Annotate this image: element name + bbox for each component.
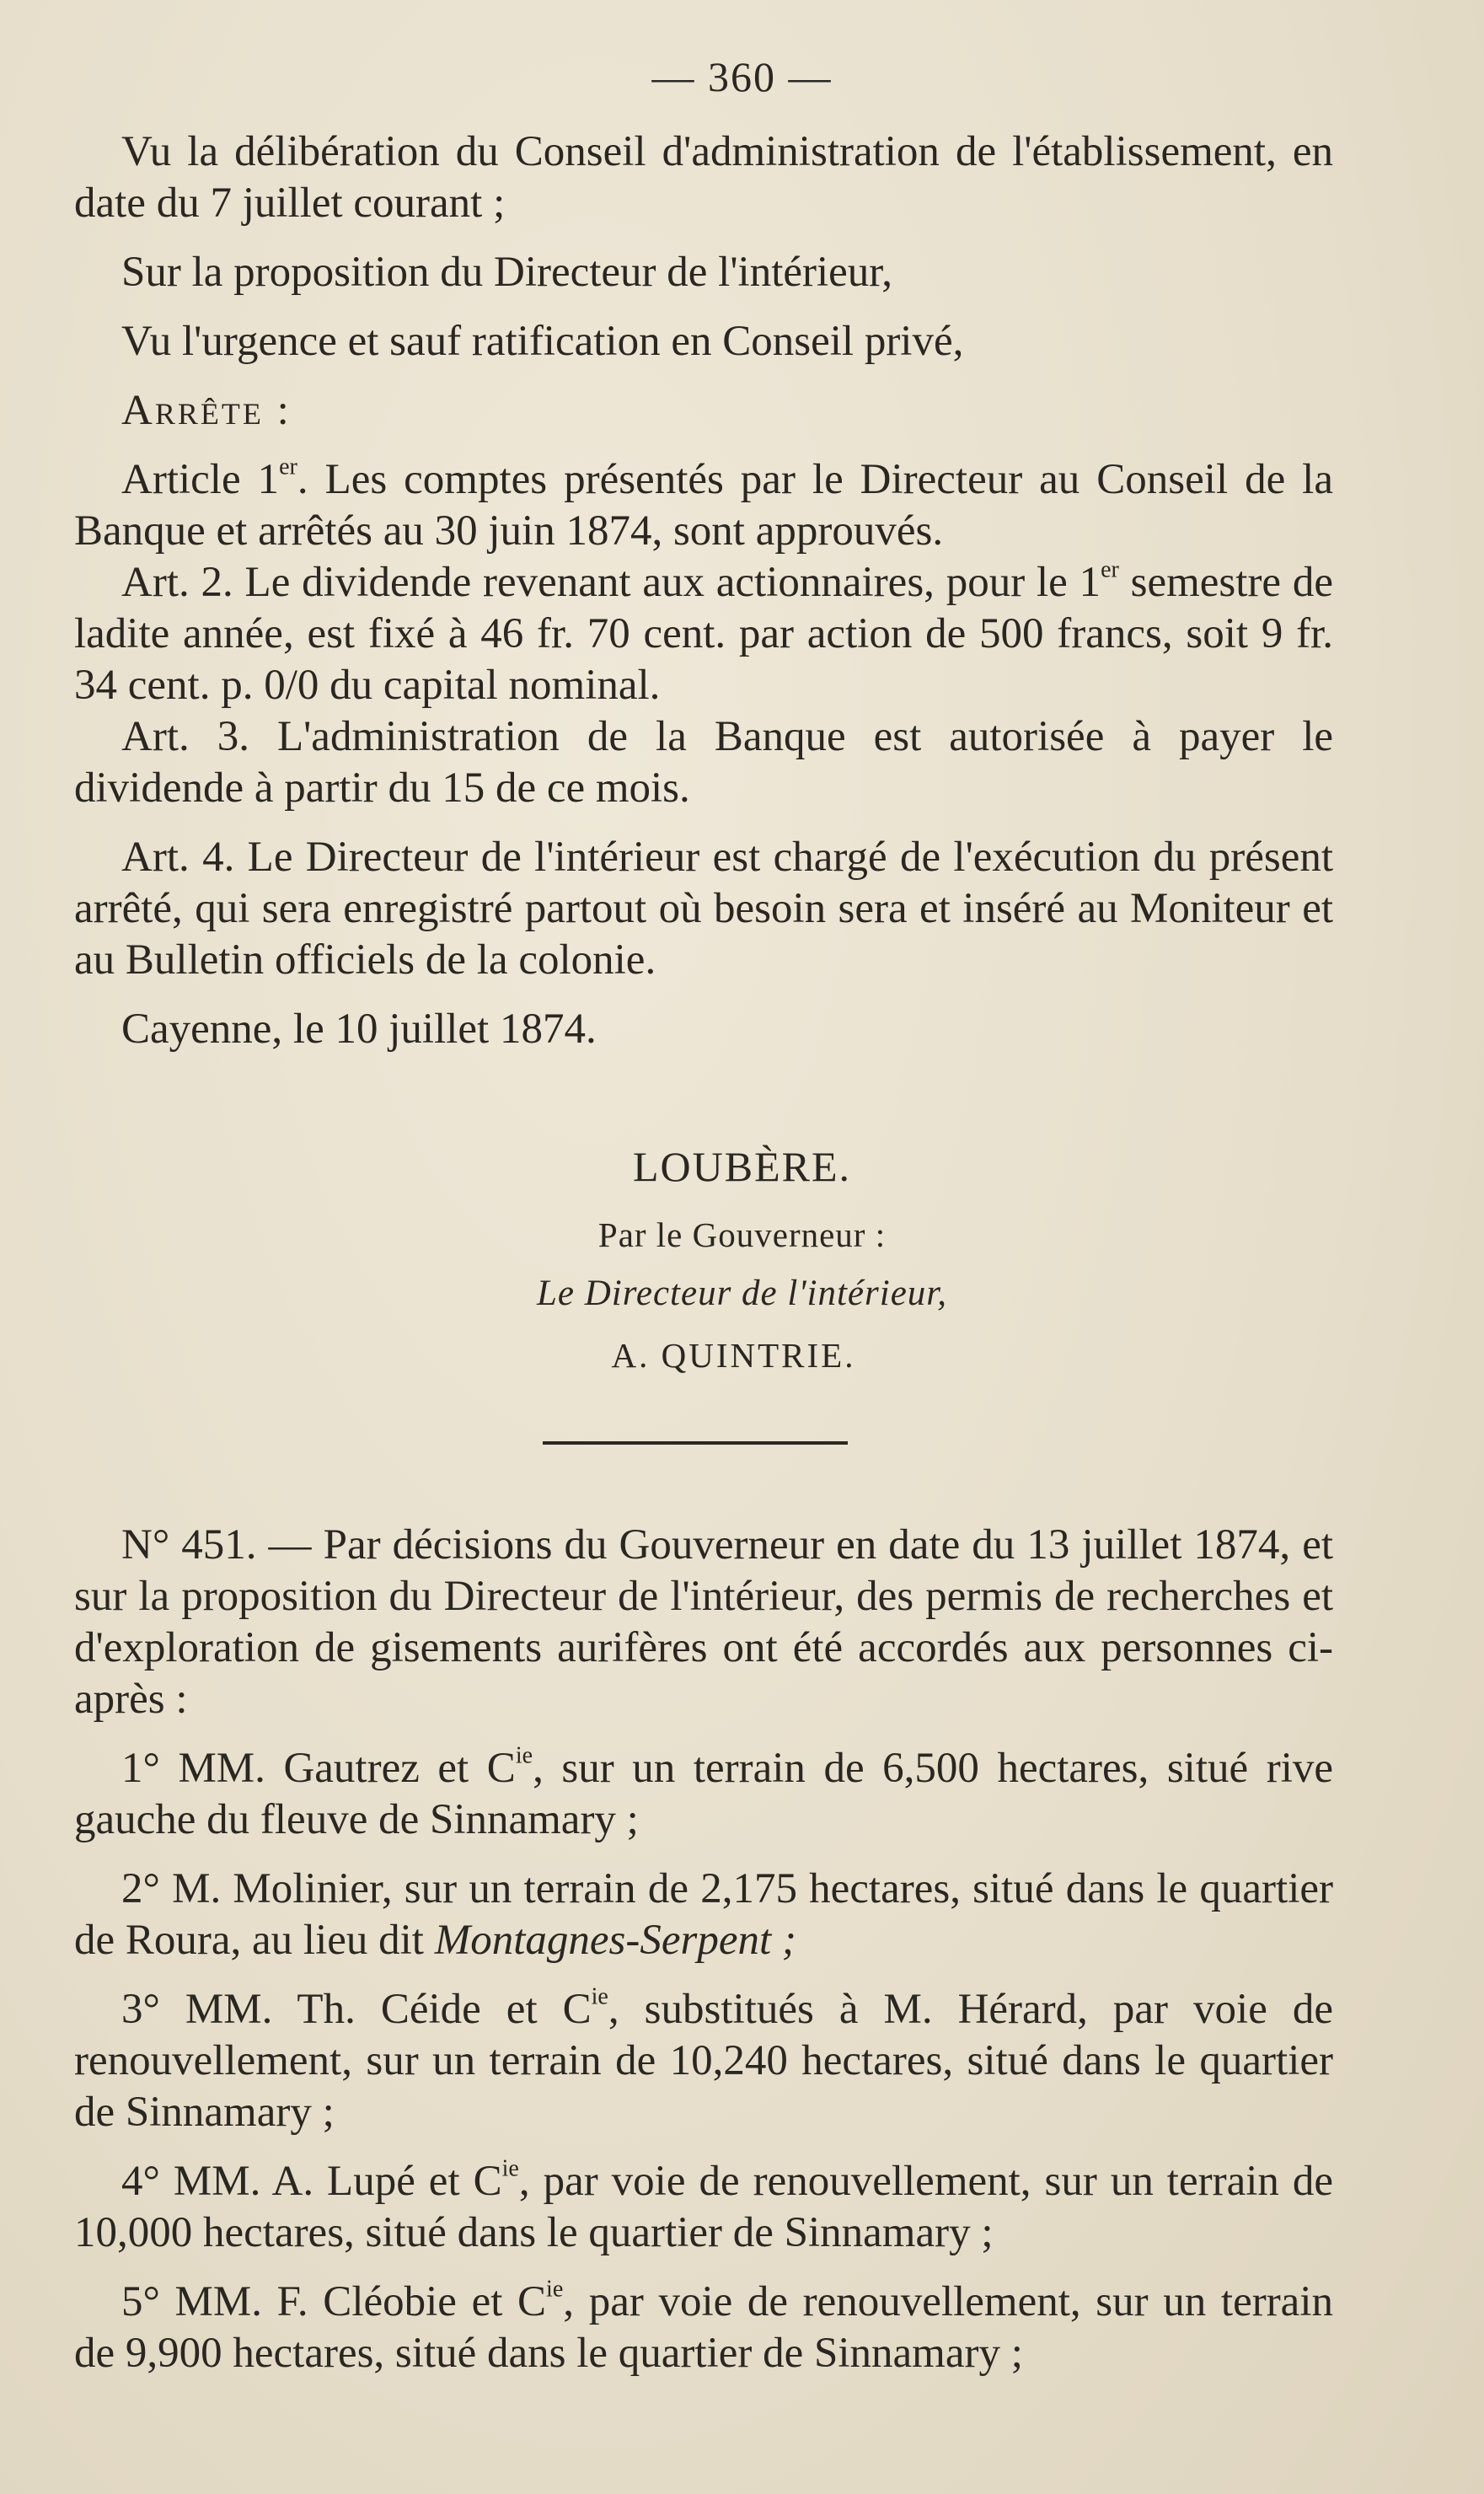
- decree-block: [74, 126, 1333, 1055]
- article-4: Art. 4. Le Directeur de l'intérieur est chargé de l'exécution du présent arrêté, qui sera enregistré partout où besoin sera et inséré au Moniteur et au Bulletin officiels de la colonie.: [74, 834, 1333, 984]
- date-line: Cayenne, le 10 juillet 1874.: [121, 1006, 597, 1053]
- item-2-place: Montagnes-Serpent ;: [434, 1917, 796, 1964]
- article-2: [74, 557, 1333, 711]
- item-3-text-b: , substitués à M. Hérard, par voie de renouvellement, sur un terrain de 10,240 hectares, situé dans le quartier de Sinnamary ;: [74, 1986, 1333, 2136]
- signature-directeur: Le Directeur de l'intérieur,: [536, 1274, 948, 1313]
- article-1-text: . Les comptes présentés par le Directeur au Conseil de la Banque et arrêtés au 30 juin 1874, sont approuvés.: [74, 456, 1333, 555]
- item-1-sup: ie: [515, 1742, 533, 1769]
- decision-intro: N° 451. — Par décisions du Gouverneur en date du 13 juillet 1874, et sur la proposition du Directeur de l'intérieur, des permis de recherches et d'exploration de gisements aurifères ont été accordés aux personnes ci-après :: [74, 1521, 1333, 1723]
- item-1-text-b: , sur un terrain de 6,500 hectares, situé rive gauche du fleuve de Sinnamary ;: [74, 1745, 1334, 1843]
- item-5-text-b: , par voie de renouvellement, sur un terrain de 9,900 hectares, situé dans le quartier de Sinnamary ;: [74, 2278, 1333, 2377]
- article-1-sup: er: [279, 453, 297, 480]
- arrete-heading: Arrête :: [121, 387, 292, 434]
- paragraph-urgence: Vu l'urgence et sauf ratification en Conseil privé,: [121, 318, 964, 365]
- item-4-text-a: 4° MM. A. Lupé et C: [121, 2158, 502, 2205]
- article-3: Art. 3. L'administration de la Banque est autorisée à payer le dividende à partir du 15 de ce mois.: [74, 713, 1333, 812]
- signature-name: LOUBÈRE.: [632, 1143, 852, 1190]
- item-5-sup: ie: [546, 2276, 564, 2303]
- item-2-text-a: 2° M. Molinier, sur un terrain de 2,175 hectares, situé dans le quartier de Roura, au lieu dit: [74, 1865, 1333, 1964]
- article-1: [74, 454, 1333, 557]
- decision-item-4: [74, 2156, 1333, 2259]
- decision-item-3: [74, 1984, 1333, 2138]
- signature-signer: A. QUINTRIE.: [611, 1336, 856, 1375]
- item-3-text-a: 3° MM. Th. Céide et C: [121, 1986, 592, 2033]
- article-1-prefix: Article 1: [121, 456, 280, 503]
- item-4-sup: ie: [501, 2155, 519, 2182]
- item-4-text-b: , par voie de renouvellement, sur un terrain de 10,000 hectares, situé dans le quartier de Sinnamary ;: [74, 2158, 1333, 2256]
- article-2-text: semestre de ladite année, est fixé à 46 fr. 70 cent. par action de 500 francs, soit 9 fr. 34 cent. p. 0/0 du capital nominal.: [74, 559, 1333, 709]
- article-2-prefix: Art. 2. Le dividende revenant aux actionnaires, pour le 1: [121, 559, 1101, 606]
- decision-item-5: [74, 2277, 1333, 2379]
- paragraph-proposition: Sur la proposition du Directeur de l'intérieur,: [121, 249, 892, 296]
- decision-item-1: [74, 1743, 1333, 1846]
- article-2-sup: er: [1101, 556, 1119, 583]
- decision-block: [74, 1520, 1333, 2379]
- item-3-sup: ie: [591, 1983, 608, 2010]
- signature-par-gouverneur: Par le Gouverneur :: [597, 1215, 887, 1254]
- paragraph-deliberation: Vu la délibération du Conseil d'administration de l'établissement, en date du 7 juillet courant ;: [74, 128, 1333, 227]
- decision-item-2: [74, 1864, 1333, 1966]
- section-divider: [543, 1441, 848, 1445]
- item-5-text-a: 5° MM. F. Cléobie et C: [121, 2278, 547, 2325]
- page-number: — 360 —: [651, 53, 833, 100]
- item-1-text-a: 1° MM. Gautrez et C: [121, 1745, 516, 1792]
